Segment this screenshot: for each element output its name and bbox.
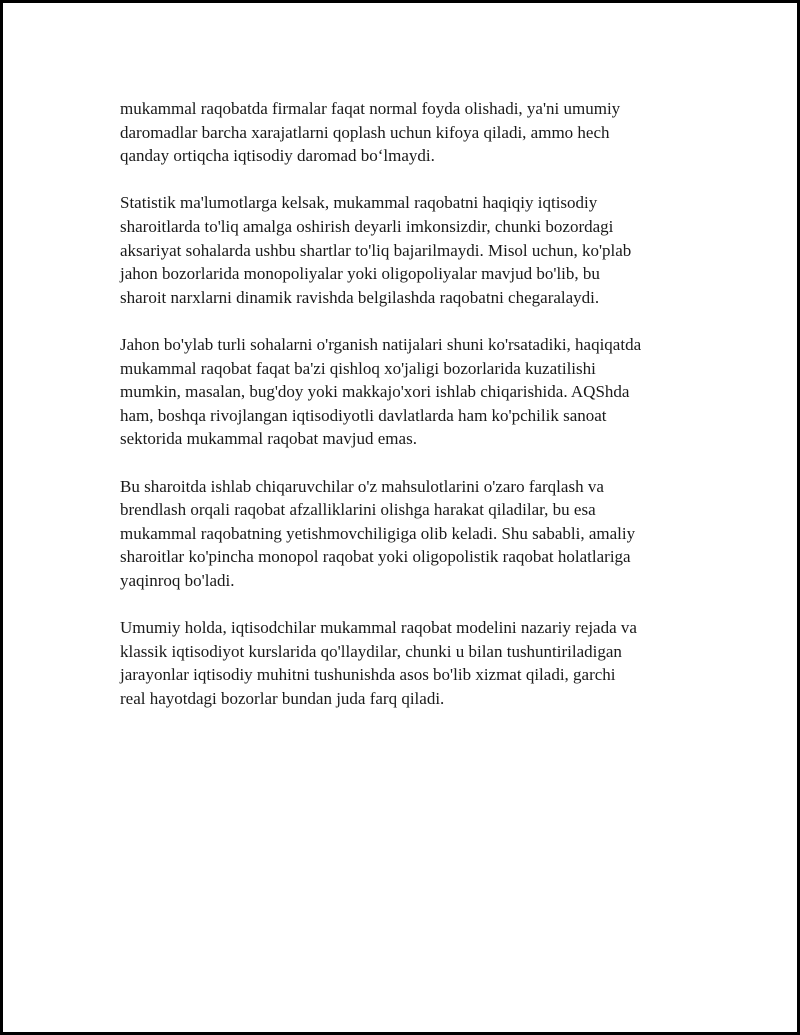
text-line: Jahon bo'ylab turli sohalarni o'rganish natijalari shuni ko'rsatadiki, haqiqatda [120, 334, 642, 354]
text-line: mukammal raqobatda firmalar faqat normal foyda olishadi, ya'ni umumiy [120, 99, 621, 118]
text-line: mumkin, masalan, bug'doy yoki makkajo'xori ishlab chiqarishida. AQShda [120, 382, 630, 402]
text-line: sharoitlar ko'pincha monopol raqobat yoki oligopolistik raqobat holatlariga [120, 547, 631, 567]
text-line: real hayotdagi bozorlar bundan juda farq qiladi. [120, 688, 445, 708]
paragraph-5 [120, 616, 700, 710]
text-line: aksariyat sohalarda ushbu shartlar to'liq bajarilmaydi. Misol uchun, ko'plab [120, 240, 632, 260]
text-line: sektorida mukammal raqobat mavjud emas. [120, 429, 417, 449]
text-line: Umumiy holda, iqtisodchilar mukammal raqobat modelini nazariy rejada va [120, 618, 637, 638]
paragraph-2 [120, 191, 700, 309]
text-line: ham, boshqa rivojlangan iqtisodiyotli davlatlarda ham ko'pchilik sanoat [120, 405, 607, 425]
text-line: sharoit narxlarni dinamik ravishda belgilashda raqobatni chegaralaydi. [120, 287, 600, 307]
text-line: mukammal raqobat faqat ba'zi qishloq xo'jaligi bozorlarida kuzatilishi [120, 358, 596, 378]
text-line: jarayonlar iqtisodiy muhitni tushunishda asos bo'lib xizmat qiladi, garchi [120, 665, 616, 685]
text-line: Bu sharoitda ishlab chiqaruvchilar o'z mahsulotlarini o'zaro farqlash va [120, 476, 604, 496]
text-line: Statistik ma'lumotlarga kelsak, mukammal raqobatni haqiqiy iqtisodiy [120, 193, 598, 213]
text-line: yaqinroq bo'ladi. [120, 570, 235, 590]
text-line: brendlash orqali raqobat afzalliklarini olishga harakat qiladilar, bu esa [120, 500, 596, 520]
text-line: jahon bozorlarida monopoliyalar yoki oligopoliyalar mavjud bo'lib, bu [120, 264, 600, 284]
paragraph-4 [120, 475, 700, 593]
text-line: sharoitlarda to'liq amalga oshirish deyarli imkonsizdir, chunki bozordagi [120, 216, 614, 236]
paragraph-3 [120, 333, 700, 451]
paragraph-1 [120, 97, 700, 168]
document-body [120, 97, 700, 734]
text-line: klassik iqtisodiyot kurslarida qo'llaydilar, chunki u bilan tushuntiriladigan [120, 641, 622, 661]
text-line: daromadlar barcha xarajatlarni qoplash uchun kifoya qiladi, ammo hech [120, 122, 610, 142]
text-line: mukammal raqobatning yetishmovchiligiga olib keladi. Shu sababli, amaliy [120, 523, 636, 543]
text-line: qanday ortiqcha iqtisodiy daromad bo‘lmaydi. [120, 146, 435, 166]
